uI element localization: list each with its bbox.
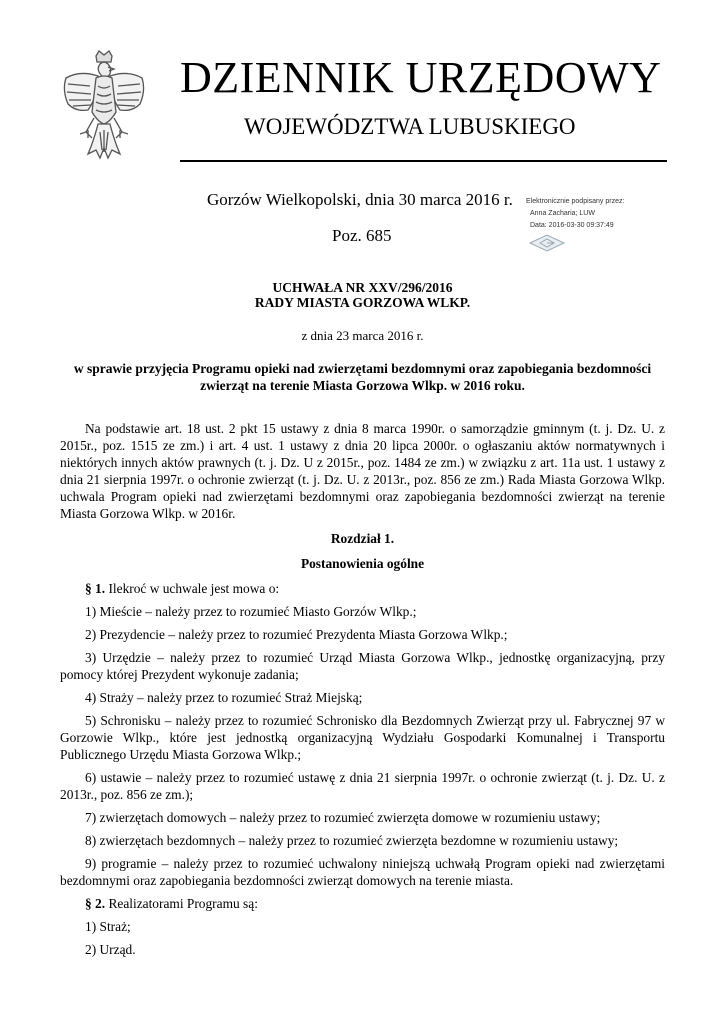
resolution-heading — [60, 280, 665, 310]
definition-item: 8) zwierzętach bezdomnych – należy przez to rozumieć zwierzęta bezdomne w rozumieniu ustawy; — [85, 833, 619, 848]
masthead-divider — [180, 160, 667, 162]
definition-item: 9) programie – należy przez to rozumieć uchwalony niniejszą uchwałą Program opieki nad zwierzętami bezdomnymi oraz zapobiegania bezdomności zwierząt domowych na terenie miasta. — [60, 856, 665, 888]
resolution-number: UCHWAŁA NR XXV/296/2016 — [272, 280, 453, 295]
document-body — [60, 420, 665, 964]
implementer-item: 2) Urząd. — [85, 942, 136, 957]
signature-date: Data: 2016-03-30 09:37:49 — [530, 222, 614, 229]
polish-eagle-emblem-icon — [58, 50, 150, 162]
section-label: § 2. — [85, 896, 106, 911]
definition-item: 4) Straży – należy przez to rozumieć Straż Miejską; — [85, 690, 363, 705]
chapter-number: Rozdział 1. — [330, 531, 395, 546]
section-text: Realizatorami Programu są: — [105, 896, 258, 911]
signature-signer: Anna Zacharia; LUW — [530, 210, 595, 217]
implementer-item: 1) Straż; — [85, 919, 131, 934]
position-number: Poz. 685 — [332, 226, 392, 245]
definition-item: 6) ustawie – należy przez to rozumieć ustawę z dnia 21 sierpnia 1997r. o ochronie zwierząt (t. j. Dz. U. z 2013r., poz. 856 ze zm.); — [60, 770, 665, 802]
definition-item: 1) Mieście – należy przez to rozumieć Miasto Gorzów Wlkp.; — [85, 604, 417, 619]
electronic-signature-block — [526, 196, 656, 232]
section-paragraph — [60, 895, 665, 912]
publication-place-date: Gorzów Wielkopolski, dnia 30 marca 2016 r. — [207, 190, 513, 209]
resolution-council: RADY MIASTA GORZOWA WLKP. — [254, 295, 471, 310]
signature-line: Elektronicznie podpisany przez: — [526, 198, 625, 205]
resolution-date: z dnia 23 marca 2016 r. — [301, 328, 424, 343]
definition-item: 3) Urzędzie – należy przez to rozumieć Urząd Miasta Gorzowa Wlkp., jednostkę organizacyjną, przy pomocy której Prezydent wykonuje zadania; — [60, 650, 665, 682]
definition-item: 2) Prezydencie – należy przez to rozumieć Prezydenta Miasta Gorzowa Wlkp.; — [85, 627, 508, 642]
section-text: Ilekroć w uchwale jest mowa o: — [105, 581, 280, 596]
resolution-subject-line: zwierząt na terenie Miasta Gorzowa Wlkp. w 2016 roku. — [200, 378, 525, 393]
section-paragraph — [60, 580, 665, 597]
preamble-paragraph: Na podstawie art. 18 ust. 2 pkt 15 ustawy z dnia 8 marca 1990r. o samorządzie gminnym (t. j. Dz. U. z 2015r., poz. 1515 ze zm.) i art. 4 ust. 1 ustawy z dnia 20 lipca 2000r. o ogłaszaniu aktów normatywnych i niektórych innych aktów prawnych (t. j. Dz. U z 2015r., poz. 1484 ze zm.) w związku z art. 11a ust. 1 ustawy z dnia 21 sierpnia 1997r. o ochronie zwierząt (t. j. Dz. U. z 2013r., poz. 856 ze zm.) Rada Miasta Gorzowa Wlkp. uchwala Program opieki nad zwierzętami bezdomnymi oraz zapobiegania bezdomności zwierząt na terenie Miasta Gorzowa Wlkp. w 2016r. — [60, 421, 665, 521]
resolution-subject — [60, 360, 665, 394]
masthead-subtitle: WOJEWÓDZTWA LUBUSKIEGO — [244, 114, 576, 139]
masthead-title: DZIENNIK URZĘDOWY — [180, 53, 662, 102]
signature-seal-icon — [528, 233, 566, 253]
definition-item: 7) zwierzętach domowych – należy przez to rozumieć zwierzęta domowe w rozumieniu ustawy; — [85, 810, 601, 825]
resolution-subject-line: w sprawie przyjęcia Programu opieki nad zwierzętami bezdomnymi oraz zapobiegania bezdomności — [73, 361, 652, 376]
section-label: § 1. — [85, 581, 106, 596]
chapter-title: Postanowienia ogólne — [300, 556, 425, 571]
definition-item: 5) Schronisku – należy przez to rozumieć Schronisko dla Bezdomnych Zwierząt przy ul. Fabrycznej 97 w Gorzowie Wlkp., które jest jednostką organizacyjną Wydziału Gospodarki Komunalnej i Transportu Publicznego Urzędu Miasta Gorzowa Wlkp.; — [60, 713, 665, 762]
